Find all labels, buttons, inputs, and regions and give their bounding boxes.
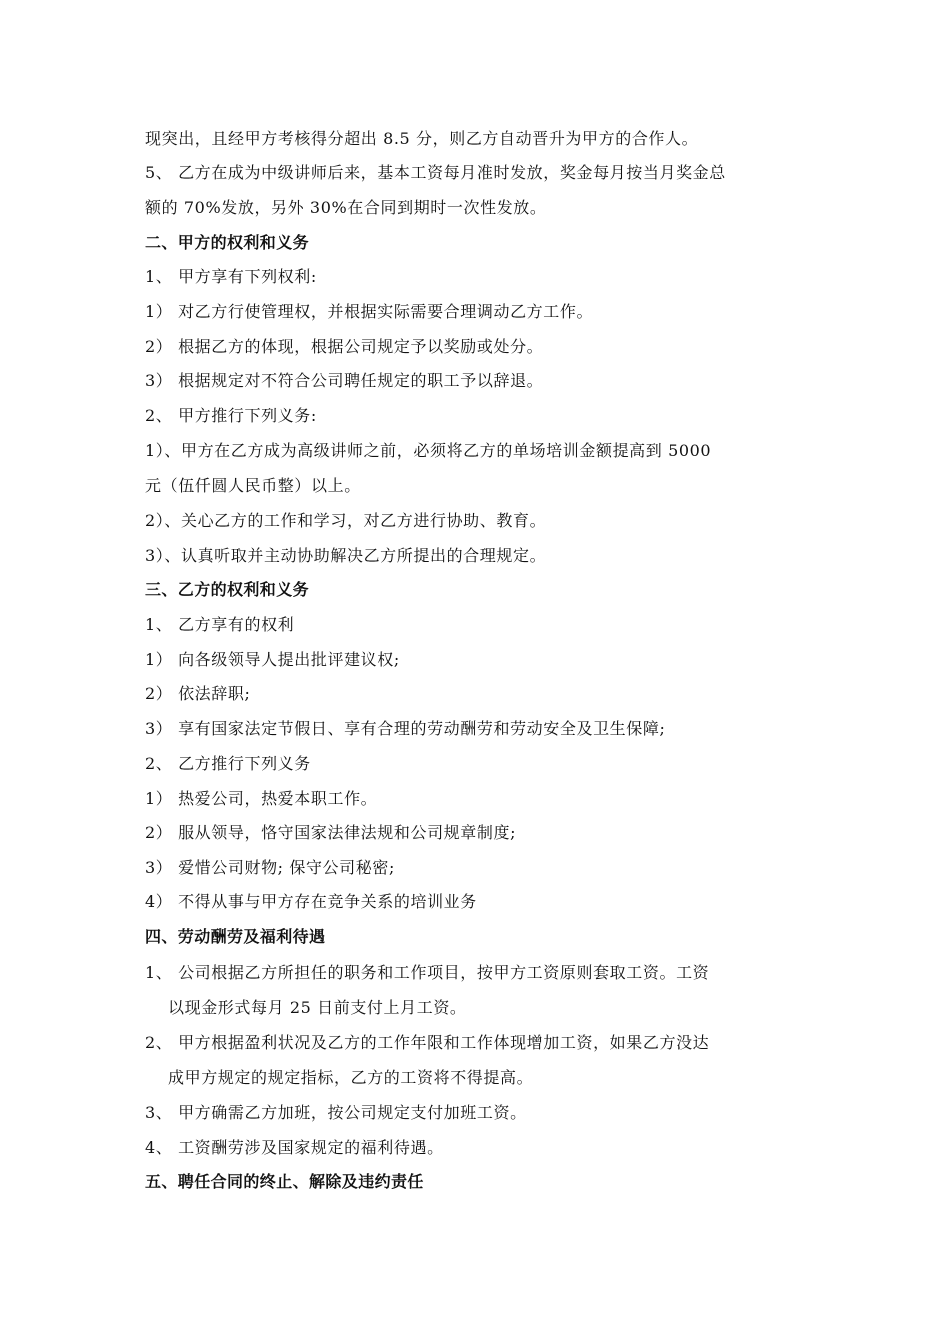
section-heading: 五、聘任合同的终止、解除及违约责任 [145,1172,424,1191]
paragraph-line: 3）、认真听取并主动协助解决乙方所提出的合理规定。 [145,546,547,565]
paragraph-line: 1、 公司根据乙方所担任的职务和工作项目，按甲方工资原则套取工资。工资 [145,963,710,982]
paragraph-line: 2） 服从领导，恪守国家法律法规和公司规章制度; [145,823,517,842]
paragraph-line: 3、 甲方确需乙方加班，按公司规定支付加班工资。 [145,1103,527,1122]
paragraph-line: 3） 根据规定对不符合公司聘任规定的职工予以辞退。 [145,371,544,390]
paragraph-line: 5、 乙方在成为中级讲师后来，基本工资每月准时发放，奖金每月按当月奖金总 [145,163,726,182]
paragraph-line: 1、 甲方享有下列权利: [145,267,317,286]
paragraph-line: 1、 乙方享有的权利 [145,615,295,634]
section-heading: 二、甲方的权利和义务 [145,233,310,252]
paragraph-line: 4、 工资酬劳涉及国家规定的福利待遇。 [145,1138,444,1157]
paragraph-line: 3） 爱惜公司财物; 保守公司秘密; [145,858,395,877]
paragraph-line: 2、 甲方推行下列义务: [145,406,317,425]
paragraph-line: 3） 享有国家法定节假日、享有合理的劳动酬劳和劳动安全及卫生保障; [145,719,666,738]
paragraph-line: 2）、关心乙方的工作和学习，对乙方进行协助、教育。 [145,511,547,530]
paragraph-line: 4） 不得从事与甲方存在竞争关系的培训业务 [145,892,477,911]
paragraph-line: 成甲方规定的规定指标，乙方的工资将不得提高。 [168,1068,534,1087]
paragraph-line: 2） 根据乙方的体现，根据公司规定予以奖励或处分。 [145,337,544,356]
paragraph-line: 1） 对乙方行使管理权，并根据实际需要合理调动乙方工作。 [145,302,594,321]
paragraph-line: 现突出，且经甲方考核得分超出 8.5 分，则乙方自动晋升为甲方的合作人。 [145,129,699,148]
paragraph-line: 元（伍仟圆人民币整）以上。 [145,476,361,495]
paragraph-line: 1）、甲方在乙方成为高级讲师之前，必须将乙方的单场培训金额提高到 5000 [145,441,712,460]
paragraph-line: 2、 甲方根据盈利状况及乙方的工作年限和工作体现增加工资，如果乙方没达 [145,1033,710,1052]
paragraph-line: 2） 依法辞职; [145,684,251,703]
paragraph-line: 以现金形式每月 25 日前支付上月工资。 [168,998,467,1017]
paragraph-line: 1） 向各级领导人提出批评建议权; [145,650,400,669]
section-heading: 四、劳动酬劳及福利待遇 [145,927,326,946]
paragraph-line: 1） 热爱公司，热爱本职工作。 [145,789,378,808]
section-heading: 三、乙方的权利和义务 [145,580,310,599]
paragraph-line: 2、 乙方推行下列义务 [145,754,311,773]
paragraph-line: 额的 70%发放，另外 30%在合同到期时一次性发放。 [145,198,547,217]
